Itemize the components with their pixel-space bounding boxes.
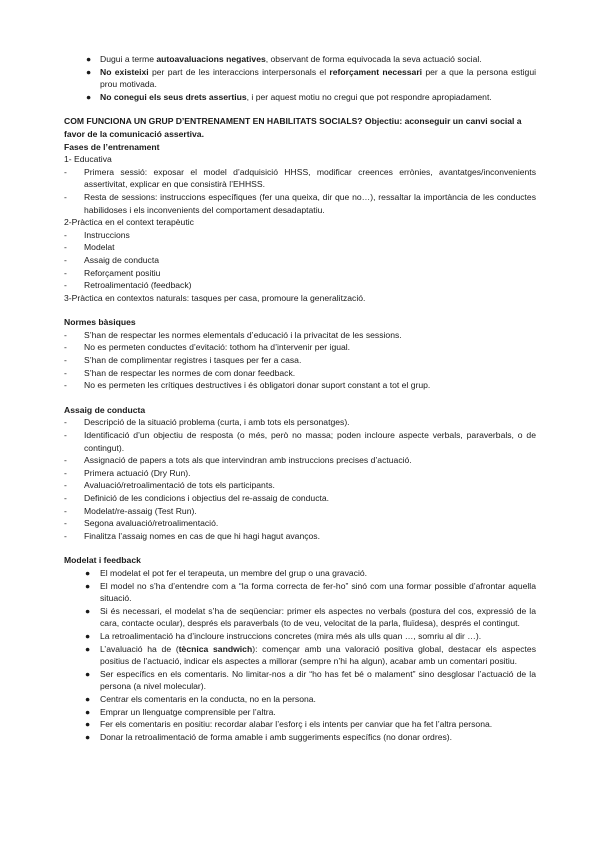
- dash-icon: -: [64, 530, 67, 541]
- list-item: [64, 341, 536, 354]
- assaig-list: [64, 416, 536, 542]
- text: Ser específics en els comentaris. No limitar-nos a dir “ho has fet bé o malament” sino desglosar l’actuació de la persona (a nivel molecular).: [100, 668, 536, 692]
- text: El model no s’ha d’entendre com a “la forma correcta de fer-ho” sinó com una formar possible d’afrontar aquella situació.: [100, 580, 536, 604]
- document-content: [64, 53, 536, 743]
- dash-icon: -: [64, 493, 67, 503]
- list-item: [64, 241, 536, 254]
- text: Si és necessari, el modelat s’ha de seqüenciar: primer els aspectes no verbals (postura del cos, expressió de la cara, contacte ocular), després els paraverbals (to de veu, velocitat de la parla, fluïdesa), després el contingut.: [100, 605, 536, 629]
- phase-2-list: [64, 229, 536, 292]
- text: La retroalimentació ha d’incloure instruccions concretes (mira més als ulls quan …, somriu al dir …).: [100, 630, 482, 641]
- text: Fer els comentaris en positiu: recordar alabar l’esforç i els intents per canviar que ha fet l’altra persona.: [100, 719, 493, 730]
- text: El modelat el pot fer el terapeuta, un membre del grup o una gravació.: [100, 567, 368, 578]
- bullet-icon: ●: [85, 630, 91, 641]
- dash-icon: -: [64, 480, 67, 491]
- text: Modelat/re-assaig (Test Run).: [84, 505, 197, 516]
- list-item: [64, 429, 536, 454]
- list-item: [64, 630, 536, 643]
- assaig-title: Assaig de conducta: [64, 404, 146, 415]
- bullet-icon: ●: [85, 706, 91, 717]
- dash-icon: -: [64, 367, 67, 378]
- text: , observant de forma equivocada la seva actuació social.: [265, 54, 482, 64]
- bold-text: No conegui els seus drets assertius: [100, 91, 247, 102]
- list-item: [64, 668, 536, 693]
- list-item: [64, 467, 536, 480]
- section-title: COM FUNCIONA UN GRUP D’ENTRENAMENT EN HABILITATS SOCIALS? Objectiu: aconseguir un canvi social a favor de la comunicació assertiva.: [64, 116, 522, 139]
- phase-3-label: 3-Pràctica en contextos naturals: tasques per casa, promoure la generalització.: [64, 292, 366, 303]
- list-item: [64, 454, 536, 467]
- list-item: [64, 166, 536, 191]
- normes-title: Normes bàsiques: [64, 317, 136, 328]
- text: Finalitza l’assaig nomes en cas de que hi hagi hagut avanços.: [84, 530, 320, 541]
- list-item: [64, 643, 536, 668]
- list-item: [64, 517, 536, 530]
- list-item: [64, 567, 536, 580]
- list-item: [64, 693, 536, 706]
- dash-icon: -: [64, 191, 67, 202]
- text: , i per aquest motiu no cregui que pot respondre apropiadament.: [246, 91, 492, 102]
- list-item: [64, 530, 536, 543]
- bold-text: reforçament necessari: [329, 66, 423, 77]
- dash-icon: -: [64, 229, 67, 240]
- dash-icon: -: [64, 417, 67, 428]
- phase-1-list: [64, 166, 536, 216]
- list-item: [64, 492, 536, 505]
- text: Assaig de conducta: [84, 254, 160, 265]
- bullet-icon: ●: [85, 731, 91, 742]
- text: Resta de sessions: instruccions específiques (fer una queixa, dir que no…), ressaltar la importància de les conductes habilidoses i els inconvenients del comportament desadaptatiu.: [84, 191, 536, 215]
- list-item: [64, 329, 536, 342]
- dash-icon: -: [64, 455, 67, 466]
- list-item: [64, 267, 536, 280]
- text: Definició de les condicions i objectius del re-assaig de conducta.: [84, 493, 330, 503]
- list-item: [64, 53, 536, 66]
- list-item: [64, 367, 536, 380]
- text: Instruccions: [84, 229, 130, 240]
- dash-icon: -: [64, 280, 67, 291]
- list-item: [64, 706, 536, 719]
- text: Descripció de la situació problema (curta, i amb tots els personatges).: [84, 417, 350, 428]
- text: Retroalimentació (feedback): [84, 280, 192, 291]
- text: No es permeten les crítiques destructives i és obligatori donar suport constant a tot el grup.: [84, 380, 431, 391]
- text: per part de les interaccions interpersonals el: [148, 66, 330, 77]
- normes-list: [64, 329, 536, 392]
- modelat-title: Modelat i feedback: [64, 555, 141, 566]
- list-item: [64, 91, 536, 104]
- phases-title: Fases de l’entrenament: [64, 141, 160, 152]
- text: L’avaluació ha de (: [100, 643, 179, 654]
- bold-text: No existeixi: [100, 66, 149, 77]
- dash-icon: -: [64, 518, 67, 529]
- text: Primera actuació (Dry Run).: [84, 467, 191, 478]
- modelat-list: [64, 567, 536, 743]
- text: ): començar amb una valoració positiva global, destacar els aspectes positius de l’actuació, indicar els aspectes a millorar (sempre n’hi ha algun), acabar amb un comentari positiu.: [100, 643, 536, 667]
- bullet-icon: ●: [85, 605, 91, 616]
- list-item: [64, 731, 536, 744]
- text: per a que la persona estigui prou motivada.: [100, 66, 537, 90]
- bold-text: autoavaluacions negatives: [156, 54, 266, 64]
- text: S’han de complimentar registres i tasques per fer a casa.: [84, 355, 302, 366]
- list-item: [64, 416, 536, 429]
- list-item: [64, 279, 536, 292]
- bullet-icon: ●: [85, 693, 91, 704]
- intro-bullet-list: [64, 53, 536, 103]
- phase-2-label: 2-Pràctica en el context terapèutic: [64, 217, 194, 228]
- text: No es permeten conductes d’evitació: tothom ha d’intervenir per igual.: [84, 342, 351, 353]
- text: Emprar un llenguatge comprensible per l’altra.: [100, 706, 276, 717]
- text: S’han de respectar les normes de com donar feedback.: [84, 367, 296, 378]
- list-item: [64, 66, 536, 91]
- text: S’han de respectar les normes elementals d’educació i la privacitat de les sessions.: [84, 329, 402, 340]
- list-item: [64, 718, 536, 731]
- text: Modelat: [84, 242, 115, 253]
- text: Centrar els comentaris en la conducta, no en la persona.: [100, 693, 316, 704]
- bullet-icon: ●: [85, 567, 91, 578]
- list-item: [64, 354, 536, 367]
- dash-icon: -: [64, 505, 67, 516]
- bullet-icon: ●: [85, 668, 91, 679]
- dash-icon: -: [64, 467, 67, 478]
- bold-text: tècnica sandwich: [178, 643, 253, 654]
- phase-1-label: 1- Educativa: [64, 154, 112, 165]
- bullet-icon: ●: [85, 580, 91, 591]
- text: Avaluació/retroalimentació de tots els participants.: [84, 480, 275, 491]
- dash-icon: -: [64, 342, 67, 353]
- text: Reforçament positiu: [84, 267, 161, 278]
- text: Assignació de papers a tots als que intervindran amb instruccions precises d’actuació.: [84, 455, 412, 466]
- bullet-icon: ●: [85, 643, 91, 654]
- text: Primera sessió: exposar el model d’adquisició HHSS, modificar creences errònies, avantatges/inconvenients assertivitat, explicar en que consistirà l’EHHSS.: [84, 166, 536, 190]
- dash-icon: -: [64, 355, 67, 366]
- dash-icon: -: [64, 267, 67, 278]
- list-item: [64, 580, 536, 605]
- dash-icon: -: [64, 166, 67, 177]
- text: Dugui a terme: [100, 54, 157, 64]
- dash-icon: -: [64, 380, 67, 391]
- list-item: [64, 605, 536, 630]
- bullet-icon: ●: [86, 66, 92, 77]
- text: Identificació d’un objectiu de resposta (o més, però no massa; poden incloure aspecte verbals, paraverbals, o de contingut).: [84, 430, 536, 453]
- list-item: [64, 505, 536, 518]
- dash-icon: -: [64, 254, 67, 265]
- bullet-icon: ●: [86, 54, 92, 64]
- list-item: [64, 254, 536, 267]
- list-item: [64, 191, 536, 216]
- dash-icon: -: [64, 329, 67, 340]
- dash-icon: -: [64, 430, 67, 441]
- list-item: [64, 479, 536, 492]
- list-item: [64, 229, 536, 242]
- text: Segona avaluació/retroalimentació.: [84, 518, 219, 529]
- list-item: [64, 379, 536, 392]
- bullet-icon: ●: [86, 91, 92, 102]
- bullet-icon: ●: [85, 719, 91, 730]
- text: Donar la retroalimentació de forma amable i amb suggeriments específics (no donar ordres).: [100, 731, 453, 742]
- dash-icon: -: [64, 242, 67, 253]
